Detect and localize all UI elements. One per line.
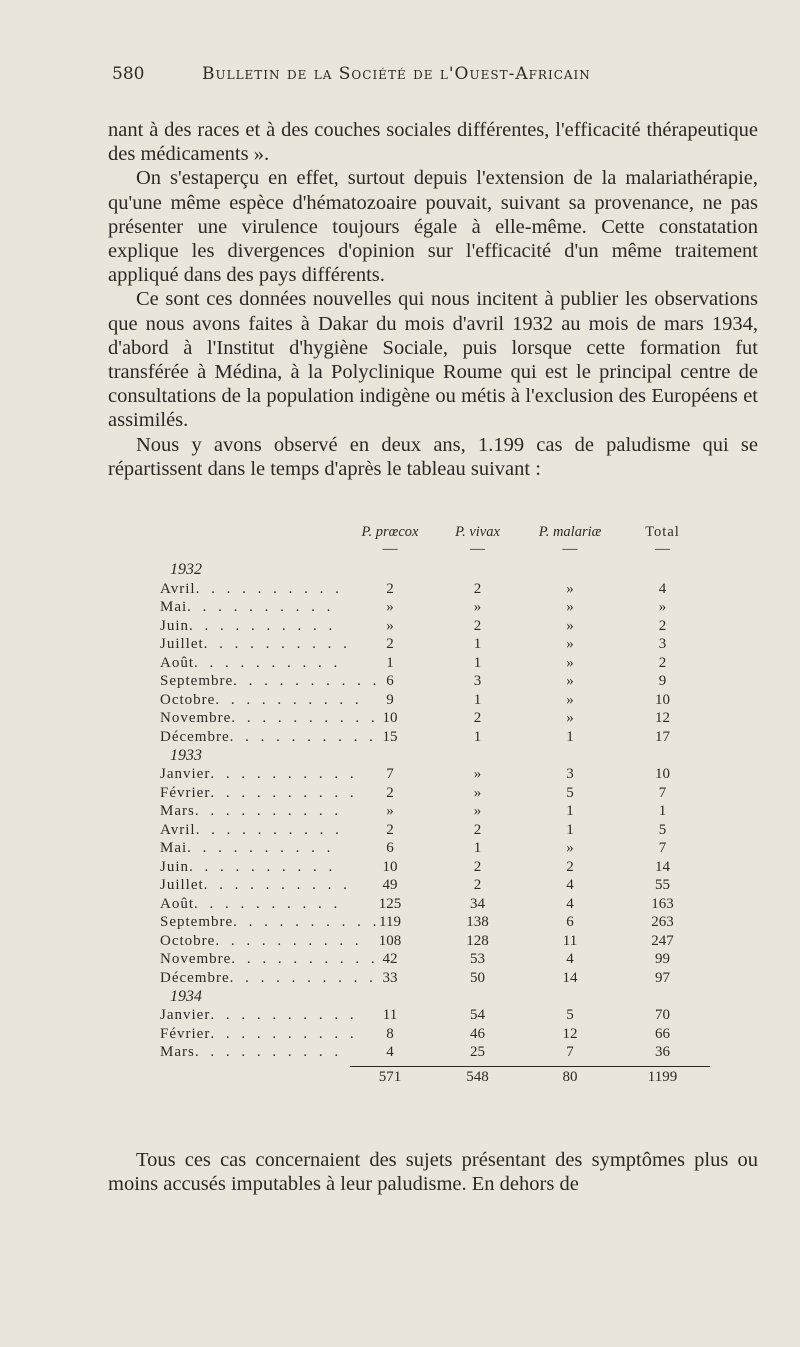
table-row <box>160 766 760 785</box>
cell-total: » <box>658 599 667 616</box>
month-label <box>160 951 379 968</box>
table-row <box>160 636 760 655</box>
leader-dots: . . . . . . . . . . <box>194 654 342 671</box>
paragraph: Tous ces cas concernaient des sujets présentant des symptômes plus ou moins accusés imputables à leur paludisme. En dehors de <box>108 1149 758 1196</box>
cell-praecox: » <box>386 599 394 616</box>
leader-dots: . . . . . . . . . . <box>187 840 335 857</box>
month-label <box>160 618 350 635</box>
table-row <box>160 1044 760 1063</box>
cell-praecox: 6 <box>386 673 394 690</box>
cell-malariae: 4 <box>566 951 574 968</box>
cell-total: 5 <box>658 821 667 838</box>
cell-vivax: 138 <box>466 914 489 931</box>
month-name: Novembre <box>160 710 232 727</box>
cell-malariae: » <box>566 617 574 634</box>
cell-vivax: » <box>473 784 482 801</box>
cell-praecox: 119 <box>379 914 401 931</box>
cell-praecox: 6 <box>386 840 394 857</box>
leader-dots: . . . . . . . . . . <box>187 599 335 616</box>
month-name: Mai <box>160 840 188 857</box>
cell-vivax: 3 <box>473 673 482 690</box>
cell-praecox: 15 <box>382 728 398 745</box>
totals-row <box>160 1066 760 1086</box>
cell-total: 97 <box>655 969 670 986</box>
month-label <box>160 599 350 616</box>
leader-dots: . . . . . . . . . . <box>231 710 379 727</box>
month-label <box>160 896 350 913</box>
cell-vivax: 2 <box>473 580 482 597</box>
month-label <box>160 859 350 876</box>
year-label: 1934 <box>170 987 202 1005</box>
cell-praecox: 125 <box>378 895 402 912</box>
cell-praecox: 49 <box>382 877 398 894</box>
cell-total: 247 <box>651 932 674 949</box>
cell-malariae: 3 <box>566 766 574 783</box>
body-text-top <box>108 118 758 481</box>
cell-malariae: 1 <box>566 821 574 838</box>
cell-praecox: » <box>386 617 394 634</box>
month-label <box>160 914 381 931</box>
leader-dots: . . . . . . . . . . <box>215 932 363 949</box>
cell-malariae: » <box>566 580 574 597</box>
paragraph: nant à des races et à des couches sociales différentes, l'efficacité thérapeutique des médicaments ». <box>108 119 758 166</box>
cell-total: 263 <box>651 914 674 931</box>
table-row <box>160 1025 760 1044</box>
cell-praecox: » <box>386 803 394 820</box>
body-text-bottom <box>108 1148 758 1196</box>
cell-praecox: 42 <box>382 951 398 968</box>
table-row <box>160 858 760 877</box>
month-name: Décembre <box>160 728 230 745</box>
leader-dots: . . . . . . . . . . <box>233 914 381 931</box>
table-row <box>160 654 760 673</box>
col-header-malariae: P. malariæ <box>538 524 602 540</box>
month-label <box>160 822 350 839</box>
month-name: Mars <box>160 803 195 820</box>
cell-total: 163 <box>651 895 674 912</box>
cell-praecox: 1 <box>386 654 394 671</box>
month-name: Mars <box>160 1044 195 1061</box>
cell-vivax: 50 <box>470 969 485 986</box>
table-row <box>160 821 760 840</box>
leader-dots: . . . . . . . . . . <box>194 895 342 912</box>
cell-praecox: 2 <box>386 636 394 653</box>
cell-malariae: » <box>566 654 574 671</box>
cell-vivax: 2 <box>473 877 482 894</box>
col-header-praecox: P. prœcox <box>361 524 419 540</box>
month-name: Septembre <box>160 914 234 931</box>
month-name: Janvier <box>160 1007 211 1024</box>
month-label <box>160 636 350 653</box>
cell-total: 12 <box>655 710 670 727</box>
cell-vivax: 1 <box>473 691 482 708</box>
month-label <box>160 932 363 950</box>
cell-vivax: 53 <box>470 951 485 968</box>
month-name: Octobre <box>160 691 216 708</box>
month-label <box>160 1025 358 1043</box>
table-row <box>160 728 760 747</box>
cell-vivax: 1 <box>473 728 482 745</box>
cell-malariae: 12 <box>562 1025 578 1042</box>
leader-dots: . . . . . . . . . . <box>189 858 337 875</box>
cell-praecox: 108 <box>378 932 402 949</box>
cell-total: 9 <box>658 673 667 690</box>
running-title: Bulletin de la Société de l'Ouest-Africain <box>202 64 591 84</box>
cell-malariae: 2 <box>566 858 574 875</box>
total-praecox: 571 <box>350 1066 430 1086</box>
table-row <box>160 673 760 692</box>
leader-dots: . . . . . . . . . . <box>195 580 343 597</box>
col-header-vivax: P. vivax <box>455 524 500 540</box>
cell-praecox: 2 <box>386 821 394 838</box>
leader-dots: . . . . . . . . . . <box>229 728 377 745</box>
month-name: Avril <box>160 580 196 597</box>
cell-malariae: 1 <box>566 728 574 745</box>
leader-dots: . . . . . . . . . . <box>189 617 337 634</box>
rows-1933 <box>160 766 760 988</box>
cell-vivax: 128 <box>466 932 489 949</box>
cell-vivax: 54 <box>470 1007 485 1024</box>
month-label <box>160 784 358 802</box>
table-row <box>160 969 760 988</box>
cell-praecox: 33 <box>382 969 398 986</box>
cell-vivax: 1 <box>473 654 482 671</box>
cell-praecox: 7 <box>386 766 394 783</box>
col-header-total: Total <box>645 524 680 540</box>
table-row <box>160 914 760 933</box>
month-label <box>160 877 350 894</box>
cell-total: 7 <box>658 784 667 801</box>
month-name: Juin <box>160 858 190 875</box>
month-name: Juillet <box>160 877 204 894</box>
cell-total: 1 <box>658 803 667 820</box>
table-row <box>160 710 760 729</box>
month-name: Décembre <box>160 969 230 986</box>
leader-dots: . . . . . . . . . . <box>194 803 343 820</box>
table-row <box>160 617 760 636</box>
table-row <box>160 932 760 951</box>
month-name: Janvier <box>160 766 211 783</box>
leader-dots: . . . . . . . . . . <box>233 673 381 690</box>
cell-total: 2 <box>658 654 667 671</box>
paragraph: On s'estaperçu en effet, surtout depuis l'extension de la malariathérapie, qu'une même espèce d'hématozoaire pouvait, suivant sa provenance, ne pas présenter une virulence toujours égale à elle-même. Cette constatation explique les divergences d'opinion sur l'efficacité d'un même traitement appliqué dans des pays différents. <box>108 167 758 287</box>
rows-1934 <box>160 1007 760 1063</box>
cell-vivax: 1 <box>473 636 482 653</box>
cell-vivax: 2 <box>473 858 482 875</box>
leader-dots: . . . . . . . . . . <box>195 821 343 838</box>
cell-total: 7 <box>658 840 667 857</box>
cell-malariae: 1 <box>566 803 574 820</box>
cell-total: 17 <box>655 728 670 745</box>
paragraph: Nous y avons observé en deux ans, 1.199 cas de paludisme qui se répartissent dans le temps d'après le tableau suivant : <box>108 433 758 480</box>
cell-praecox: 10 <box>382 710 398 727</box>
table-row <box>160 840 760 859</box>
month-label <box>160 840 350 857</box>
cell-total: 99 <box>655 951 670 968</box>
table-header <box>160 515 760 541</box>
cell-total: 2 <box>658 617 667 634</box>
cell-praecox: 8 <box>386 1025 394 1042</box>
malaria-cases-table <box>160 515 760 1086</box>
grand-total: 1199 <box>615 1066 710 1086</box>
year-label: 1932 <box>170 561 202 578</box>
paragraph: Ce sont ces données nouvelles qui nous incitent à publier les observations que nous avons faites à Dakar du mois d'avril 1932 au mois de mars 1934, d'abord à l'Institut d'hygiène Sociale, puis lorsque cette formation fut transférée à Médina, à la Polyclinique Roume qui est le principal centre de consultations de la population indigène ou métis à l'exclusion des Européens et assimilés. <box>108 288 758 432</box>
table-row <box>160 599 760 618</box>
table-row <box>160 691 760 710</box>
table-row <box>160 580 760 599</box>
month-label <box>160 1044 350 1061</box>
month-label <box>160 691 363 709</box>
cell-vivax: » <box>473 766 482 783</box>
month-label <box>160 728 377 746</box>
month-label <box>160 969 377 987</box>
cell-total: 10 <box>655 766 670 783</box>
running-header <box>112 64 690 84</box>
table-row <box>160 784 760 803</box>
page-number: 580 <box>112 64 145 84</box>
month-name: Février <box>160 784 211 801</box>
total-vivax: 548 <box>430 1066 525 1086</box>
table-row <box>160 877 760 896</box>
cell-malariae: 14 <box>562 969 578 986</box>
cell-vivax: 1 <box>473 840 482 857</box>
header-dashes: — — — — <box>382 541 670 557</box>
cell-praecox: 2 <box>386 580 394 597</box>
month-label <box>160 766 358 783</box>
table-row <box>160 803 760 822</box>
cell-total: 10 <box>655 691 670 708</box>
leader-dots: . . . . . . . . . . <box>194 1044 343 1061</box>
cell-praecox: 2 <box>386 784 394 801</box>
cell-total: 36 <box>655 1044 670 1061</box>
month-name: Octobre <box>160 932 216 949</box>
cell-total: 3 <box>658 636 667 653</box>
month-label <box>160 1007 358 1024</box>
month-name: Mai <box>160 599 188 616</box>
month-name: Août <box>160 895 194 912</box>
cell-malariae: » <box>566 710 574 727</box>
cell-praecox: 4 <box>386 1044 394 1061</box>
cell-vivax: » <box>473 599 482 616</box>
cell-vivax: » <box>473 803 482 820</box>
month-label <box>160 710 379 727</box>
table-row <box>160 1007 760 1026</box>
month-name: Février <box>160 1025 211 1042</box>
cell-total: 55 <box>655 877 670 894</box>
leader-dots: . . . . . . . . . . <box>210 784 358 801</box>
cell-vivax: 34 <box>470 895 485 912</box>
cell-vivax: 2 <box>473 710 482 727</box>
month-name: Juin <box>160 617 190 634</box>
cell-praecox: 9 <box>386 691 394 708</box>
cell-malariae: 11 <box>562 932 578 949</box>
cell-vivax: 2 <box>473 617 482 634</box>
cell-malariae: 6 <box>566 914 574 931</box>
cell-vivax: 2 <box>473 821 482 838</box>
cell-total: 4 <box>658 580 667 597</box>
cell-praecox: 10 <box>382 858 398 875</box>
month-name: Août <box>160 654 194 671</box>
leader-dots: . . . . . . . . . . <box>215 691 363 708</box>
cell-total: 70 <box>655 1007 670 1024</box>
cell-vivax: 25 <box>470 1044 485 1061</box>
leader-dots: . . . . . . . . . . <box>210 766 358 783</box>
month-label <box>160 803 350 820</box>
cell-malariae: » <box>566 840 574 857</box>
leader-dots: . . . . . . . . . . <box>203 636 351 653</box>
month-label <box>160 655 350 672</box>
cell-malariae: » <box>566 673 574 690</box>
month-label <box>160 581 350 598</box>
year-label: 1933 <box>170 746 202 764</box>
cell-malariae: » <box>566 636 574 653</box>
rows-1932 <box>160 580 760 747</box>
cell-total: 66 <box>655 1025 670 1042</box>
leader-dots: . . . . . . . . . . <box>210 1025 358 1042</box>
table-row <box>160 951 760 970</box>
total-malariae: 80 <box>525 1066 615 1086</box>
table-row <box>160 895 760 914</box>
cell-malariae: » <box>566 691 574 708</box>
cell-malariae: 4 <box>566 895 574 912</box>
cell-total: 14 <box>655 858 670 875</box>
month-name: Novembre <box>160 951 232 968</box>
month-label <box>160 673 381 690</box>
cell-malariae: 4 <box>566 877 574 894</box>
month-name: Septembre <box>160 673 234 690</box>
month-name: Avril <box>160 821 196 838</box>
leader-dots: . . . . . . . . . . <box>231 951 379 968</box>
cell-vivax: 46 <box>470 1025 485 1042</box>
leader-dots: . . . . . . . . . . <box>229 969 377 986</box>
leader-dots: . . . . . . . . . . <box>210 1007 358 1024</box>
leader-dots: . . . . . . . . . . <box>203 877 351 894</box>
cell-malariae: 5 <box>566 784 574 801</box>
cell-praecox: 11 <box>382 1007 398 1024</box>
cell-malariae: 5 <box>566 1007 574 1024</box>
cell-malariae: 7 <box>566 1044 574 1061</box>
month-name: Juillet <box>160 636 204 653</box>
cell-malariae: » <box>566 599 574 616</box>
